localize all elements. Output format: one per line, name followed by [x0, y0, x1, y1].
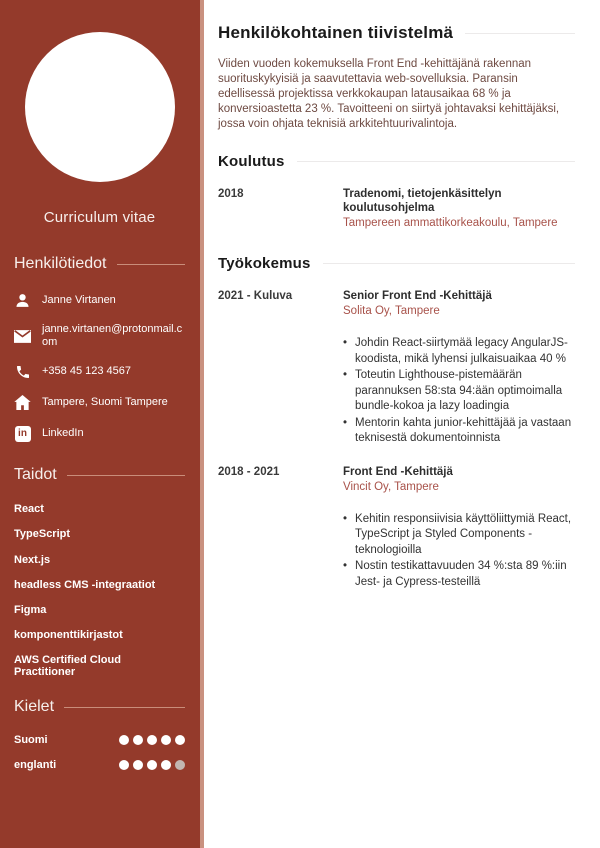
job-company: Solita Oy, Tampere [343, 305, 440, 317]
home-icon [14, 394, 31, 411]
summary-heading [218, 23, 575, 43]
skill-item: React [14, 503, 44, 516]
personal-info-heading-label: Henkilötiedot [14, 255, 107, 272]
job-bullet [343, 416, 575, 447]
experience-entry-body [343, 465, 575, 592]
job-bullet [343, 368, 575, 415]
contact-list [14, 292, 185, 442]
experience-heading-label: Työkokemus [218, 255, 311, 272]
experience-entry [218, 465, 575, 592]
summary-heading-label: Henkilökohtainen tiivistelmä [218, 23, 454, 42]
personal-info-heading [14, 255, 185, 273]
heading-rule [323, 263, 575, 264]
skills-section [14, 466, 185, 678]
bullet-marker: • [343, 416, 348, 429]
job-bullet-list [343, 512, 575, 591]
level-dot-filled [133, 760, 143, 770]
job-bullet-text: Nostin testikattavuuden 34 %:sta 89 %:iin Jest- ja Cypress-testeillä [355, 560, 567, 588]
languages-heading [14, 698, 185, 716]
heading-rule [67, 475, 185, 476]
level-dot-filled [119, 760, 129, 770]
education-period: 2018 [218, 188, 244, 200]
education-heading [218, 153, 575, 170]
job-bullet [343, 336, 575, 367]
languages-list [14, 734, 185, 771]
job-title: Senior Front End -Kehittäjä [343, 290, 492, 302]
sidebar [0, 0, 204, 848]
job-bullet-text: Johdin React-siirtymää legacy AngularJS-koodista, mikä lyhensi julkaisuaikaa 40 % [355, 337, 568, 365]
contact-name: Janne Virtanen [42, 293, 116, 306]
contact-row-email[interactable] [14, 323, 185, 349]
job-bullet-list [343, 336, 575, 447]
languages-section [14, 698, 185, 771]
experience-period: 2021 - Kuluva [218, 290, 293, 302]
level-dot-filled [147, 760, 157, 770]
level-dot-filled [161, 735, 171, 745]
contact-phone: +358 45 123 4567 [42, 365, 132, 378]
education-heading-label: Koulutus [218, 153, 285, 170]
language-row [14, 734, 185, 746]
experience-section [218, 255, 575, 591]
language-name: englanti [14, 759, 57, 772]
language-level-dots [119, 735, 185, 745]
cv-label: Curriculum vitae [43, 209, 156, 226]
level-dot-filled [133, 735, 143, 745]
skills-heading [14, 466, 185, 484]
phone-icon [14, 363, 31, 380]
job-bullet [343, 559, 575, 590]
heading-rule [465, 33, 575, 34]
level-dot-filled [175, 735, 185, 745]
contact-row-phone [14, 363, 185, 380]
skill-item: komponenttikirjastot [14, 628, 123, 641]
education-entry [218, 187, 575, 231]
experience-entry [218, 289, 575, 448]
contact-email: janne.virtanen@protonmail.com [42, 323, 183, 349]
job-company: Vincit Oy, Tampere [343, 480, 439, 493]
experience-period: 2018 - 2021 [218, 465, 280, 478]
heading-rule [64, 707, 185, 708]
bullet-marker: • [343, 337, 348, 349]
skill-item: Figma [14, 603, 47, 616]
education-entry-body [343, 187, 575, 231]
bullet-marker: • [343, 560, 348, 572]
contact-linkedin: LinkedIn [42, 427, 84, 440]
language-name: Suomi [14, 734, 48, 747]
skill-item: headless CMS -integraatiot [14, 578, 156, 591]
job-bullet-text: Mentorin kahta junior-kehittäjää ja vastaan teknisestä dokumentoinnista [355, 416, 572, 444]
skill-item: Next.js [14, 553, 51, 566]
level-dot-filled [147, 735, 157, 745]
job-bullet-text: Toteutin Lighthouse-pistemäärän parannuksen 58:sta 94:ään optimoimalla bundle-kokoa ja lazy loadingia [355, 369, 563, 412]
summary-section [218, 23, 575, 132]
contact-row-linkedin[interactable] [14, 425, 185, 442]
contact-row-name [14, 292, 185, 309]
level-dot-filled [119, 735, 129, 745]
level-dot-empty [175, 760, 185, 770]
mail-icon [14, 328, 31, 345]
bullet-marker: • [343, 369, 348, 381]
summary-text: Viiden vuoden kokemuksella Front End -kehittäjänä rakennan suorituskykyisiä ja saavutettavia web-sovelluksia. Paransin edellisessä projektissa verkkokaupan latausaikaa 68 % ja konversioastetta 23 %. Tavoitteeni on siirtyä johtavaksi kehittäjäksi, jossa voin ohjata teknisiä arkkitehtuurivalintoja. [218, 58, 560, 130]
job-bullet-text: Kehitin responsiivisia käyttöliittymiä React, TypeScript ja Styled Components -teknologioilla [355, 512, 572, 556]
heading-rule [297, 161, 575, 162]
language-level-dots [119, 760, 185, 770]
level-dot-filled [161, 760, 171, 770]
person-icon [14, 292, 31, 309]
experience-heading [218, 255, 575, 272]
language-row [14, 759, 185, 771]
skill-item: TypeScript [14, 528, 71, 541]
skills-heading-label: Taidot [14, 466, 57, 484]
education-section [218, 153, 575, 231]
education-degree: Tradenomi, tietojenkäsittelyn koulutusohjelma [343, 188, 502, 214]
job-title: Front End -Kehittäjä [343, 465, 453, 478]
contact-row-location [14, 394, 185, 411]
contact-location: Tampere, Suomi Tampere [42, 396, 168, 409]
languages-heading-label: Kielet [14, 698, 55, 716]
skills-list [14, 503, 185, 678]
skill-item: AWS Certified Cloud Practitioner [14, 653, 121, 679]
main-content [204, 0, 600, 848]
bullet-marker: • [343, 512, 348, 525]
experience-entry-body [343, 289, 575, 448]
linkedin-icon: in [14, 425, 31, 442]
job-bullet [343, 512, 575, 559]
education-institution: Tampereen ammattikorkeakoulu, Tampere [343, 217, 558, 229]
profile-photo-placeholder [25, 32, 175, 182]
heading-rule [117, 264, 186, 265]
personal-info-section [14, 255, 185, 442]
